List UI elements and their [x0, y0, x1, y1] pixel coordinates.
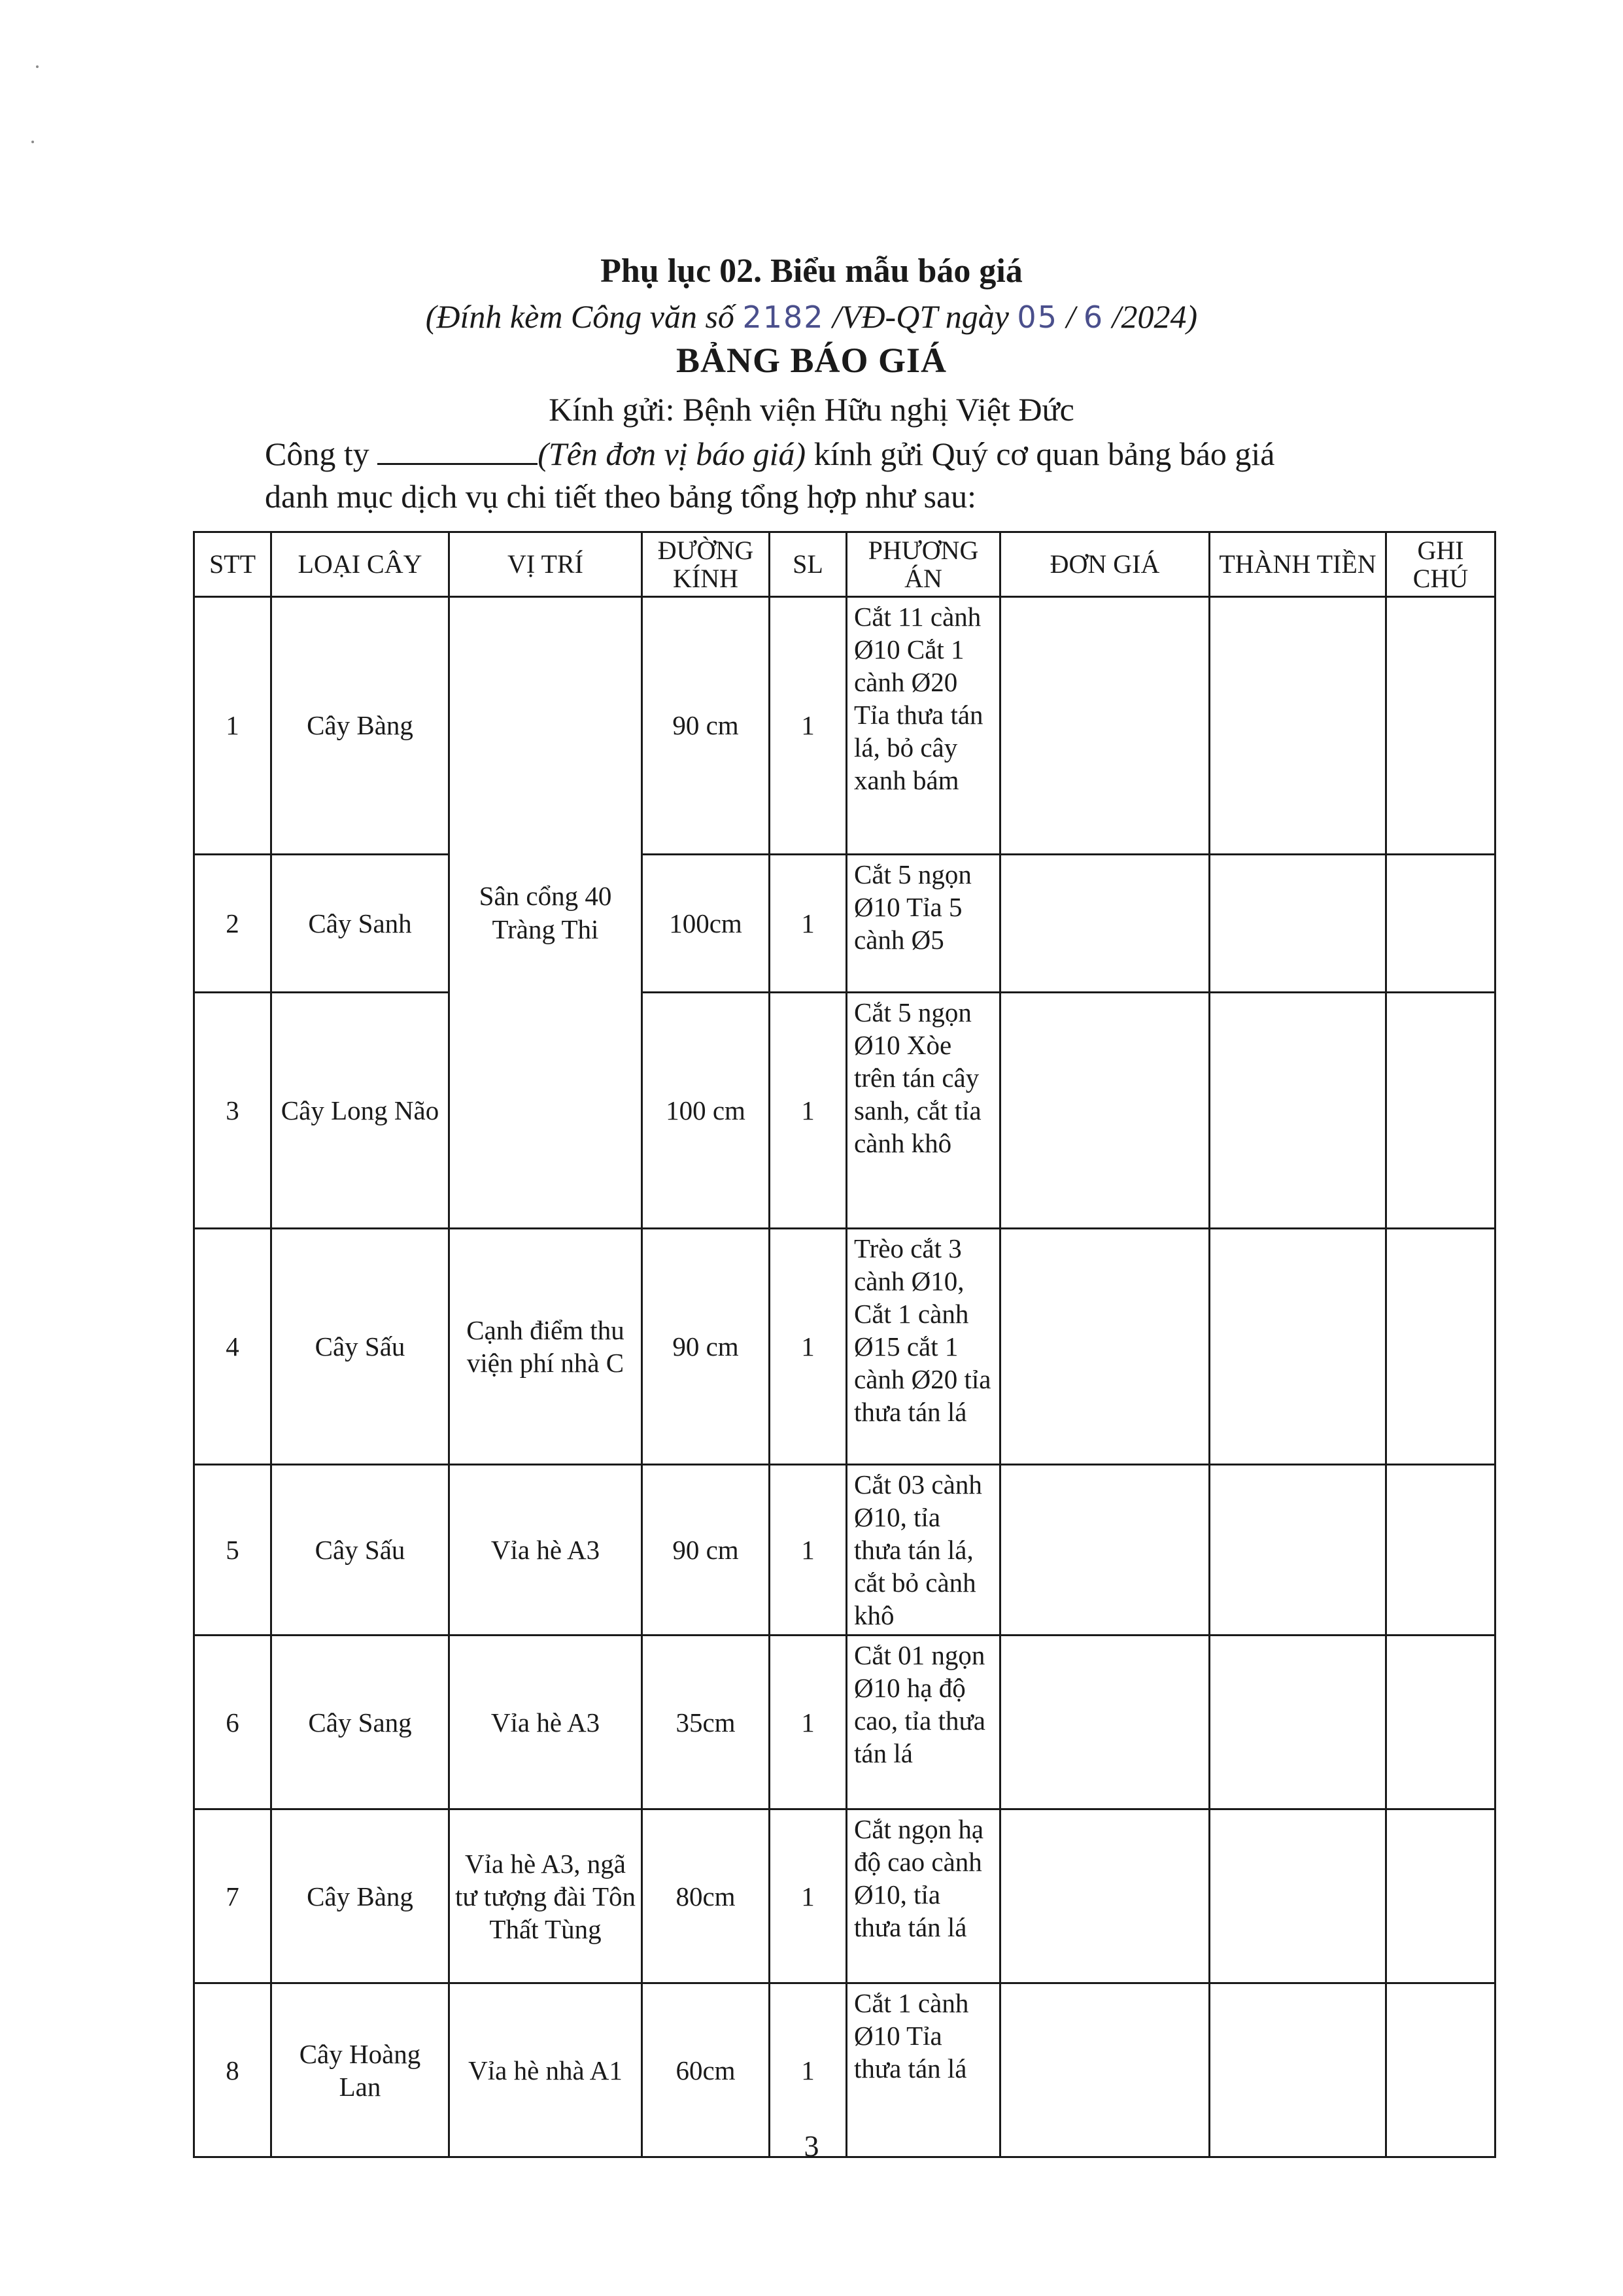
cell-ghi-chu[interactable]: [1386, 1229, 1495, 1465]
col-header-duong-kinh: ĐƯỜNG KÍNH: [642, 532, 770, 597]
attachment-reference: (Đính kèm Công văn số 2182 /VĐ-QT ngày 05 / 6 /2024): [425, 298, 1198, 335]
cell-don-gia[interactable]: [1000, 597, 1210, 855]
cell-phuong-an: Cắt ngọn hạ độ cao cành Ø10, tỉa thưa tán lá: [847, 1809, 1000, 1983]
cell-vi-tri: Vỉa hè A3: [449, 1636, 642, 1809]
document-heading: BẢNG BÁO GIÁ: [675, 341, 948, 380]
cell-thanh-tien[interactable]: [1210, 855, 1386, 993]
scan-speck: [36, 65, 39, 68]
cell-phuong-an: Cắt 03 cành Ø10, tỉa thưa tán lá, cắt bỏ cành khô: [847, 1465, 1000, 1636]
intro-rest: kính gửi Quý cơ quan bảng báo giá: [806, 436, 1275, 472]
handwritten-day: 05: [1017, 300, 1058, 335]
cell-phuong-an: Cắt 5 ngọn Ø10 Xòe trên tán cây sanh, cắt tỉa cành khô: [847, 993, 1000, 1229]
cell-loai-cay: Cây Hoàng Lan: [271, 1983, 449, 2157]
cell-vi-tri: Vỉa hè A3, ngã tư tượng đài Tôn Thất Tùng: [449, 1809, 642, 1983]
intro-line-1: [265, 435, 1275, 473]
cell-thanh-tien[interactable]: [1210, 1809, 1386, 1983]
cell-loai-cay: Cây Sấu: [271, 1229, 449, 1465]
cell-stt: 1: [194, 597, 271, 855]
col-header-phuong-an: PHƯƠNG ÁN: [847, 532, 1000, 597]
cell-sl: 1: [770, 1229, 847, 1465]
cell-loai-cay: Cây Sấu: [271, 1465, 449, 1636]
cell-thanh-tien[interactable]: [1210, 993, 1386, 1229]
cell-loai-cay: Cây Bàng: [271, 1809, 449, 1983]
cell-ghi-chu[interactable]: [1386, 855, 1495, 993]
cell-loai-cay: Cây Sang: [271, 1636, 449, 1809]
col-header-don-gia: ĐƠN GIÁ: [1000, 532, 1210, 597]
cell-vi-tri: Cạnh điểm thu viện phí nhà C: [449, 1229, 642, 1465]
cell-duong-kinh: 60cm: [642, 1983, 770, 2157]
cell-thanh-tien[interactable]: [1210, 597, 1386, 855]
intro-placeholder: (Tên đơn vị báo giá): [538, 436, 806, 472]
cell-phuong-an: Trèo cắt 3 cành Ø10, Cắt 1 cành Ø15 cắt 1 cành Ø20 tỉa thưa tán lá: [847, 1229, 1000, 1465]
cell-sl: 1: [770, 993, 847, 1229]
cell-ghi-chu[interactable]: [1386, 1636, 1495, 1809]
cell-phuong-an: Cắt 11 cành Ø10 Cắt 1 cành Ø20 Tỉa thưa tán lá, bỏ cây xanh bám: [847, 597, 1000, 855]
cell-ghi-chu[interactable]: [1386, 1465, 1495, 1636]
col-header-stt: STT: [194, 532, 271, 597]
cell-don-gia[interactable]: [1000, 855, 1210, 993]
cell-ghi-chu[interactable]: [1386, 597, 1495, 855]
intro-line-2: danh mục dịch vụ chi tiết theo bảng tổng hợp như sau:: [265, 478, 977, 515]
col-header-thanh-tien: THÀNH TIỀN: [1210, 532, 1386, 597]
cell-stt: 8: [194, 1983, 271, 2157]
col-header-loai-cay: LOẠI CÂY: [271, 532, 449, 597]
table-row: [194, 855, 1495, 993]
cell-vi-tri: Vỉa hè nhà A1: [449, 1983, 642, 2157]
cell-loai-cay: Cây Bàng: [271, 597, 449, 855]
cell-loai-cay: Cây Long Não: [271, 993, 449, 1229]
col-header-sl: SL: [770, 532, 847, 597]
company-name-blank[interactable]: [377, 437, 538, 465]
table-row: [194, 1636, 1495, 1809]
cell-sl: 1: [770, 1465, 847, 1636]
cell-sl: 1: [770, 597, 847, 855]
table-row: [194, 1465, 1495, 1636]
cell-stt: 3: [194, 993, 271, 1229]
cell-stt: 6: [194, 1636, 271, 1809]
reference-prefix: (Đính kèm Công văn số: [425, 298, 743, 335]
cell-sl: 1: [770, 855, 847, 993]
reference-mid: /VĐ-QT ngày: [824, 298, 1017, 335]
recipient-line: Kính gửi: Bệnh viện Hữu nghị Việt Đức: [549, 391, 1074, 428]
cell-don-gia[interactable]: [1000, 993, 1210, 1229]
cell-thanh-tien[interactable]: [1210, 1636, 1386, 1809]
cell-phuong-an: Cắt 1 cành Ø10 Tỉa thưa tán lá: [847, 1983, 1000, 2157]
cell-duong-kinh: 35cm: [642, 1636, 770, 1809]
cell-duong-kinh: 100cm: [642, 855, 770, 993]
cell-ghi-chu[interactable]: [1386, 993, 1495, 1229]
cell-don-gia[interactable]: [1000, 1636, 1210, 1809]
cell-don-gia[interactable]: [1000, 1465, 1210, 1636]
cell-duong-kinh: 90 cm: [642, 1465, 770, 1636]
cell-stt: 7: [194, 1809, 271, 1983]
cell-loai-cay: Cây Sanh: [271, 855, 449, 993]
cell-stt: 5: [194, 1465, 271, 1636]
cell-duong-kinh: 90 cm: [642, 1229, 770, 1465]
reference-suffix: /2024): [1112, 298, 1198, 335]
cell-sl: 1: [770, 1983, 847, 2157]
scan-speck: [31, 141, 34, 143]
appendix-title: Phụ lục 02. Biểu mẫu báo giá: [600, 252, 1023, 290]
cell-duong-kinh: 90 cm: [642, 597, 770, 855]
cell-sl: 1: [770, 1636, 847, 1809]
col-header-ghi-chu: GHI CHÚ: [1386, 532, 1495, 597]
intro-company: Công ty: [265, 436, 378, 472]
cell-don-gia[interactable]: [1000, 1809, 1210, 1983]
cell-duong-kinh: 100 cm: [642, 993, 770, 1229]
cell-ghi-chu[interactable]: [1386, 1809, 1495, 1983]
cell-don-gia[interactable]: [1000, 1229, 1210, 1465]
table-row: [194, 993, 1495, 1229]
cell-thanh-tien[interactable]: [1210, 1465, 1386, 1636]
handwritten-month: 6: [1083, 300, 1104, 335]
cell-phuong-an: Cắt 5 ngọn Ø10 Tỉa 5 cành Ø5: [847, 855, 1000, 993]
table-row: [194, 1229, 1495, 1465]
cell-vi-tri: Sân cổng 40 Tràng Thi: [449, 597, 642, 1229]
cell-duong-kinh: 80cm: [642, 1809, 770, 1983]
cell-stt: 2: [194, 855, 271, 993]
quotation-table: [193, 531, 1496, 2158]
cell-phuong-an: Cắt 01 ngọn Ø10 hạ độ cao, tỉa thưa tán lá: [847, 1636, 1000, 1809]
table-row: [194, 1809, 1495, 1983]
cell-stt: 4: [194, 1229, 271, 1465]
table-header-row: [194, 532, 1495, 597]
table-row: [194, 597, 1495, 855]
col-header-vi-tri: VỊ TRÍ: [449, 532, 642, 597]
page-number: 3: [804, 2129, 819, 2163]
cell-sl: 1: [770, 1809, 847, 1983]
handwritten-doc-number: 2182: [742, 300, 825, 335]
cell-thanh-tien[interactable]: [1210, 1229, 1386, 1465]
cell-vi-tri: Vỉa hè A3: [449, 1465, 642, 1636]
